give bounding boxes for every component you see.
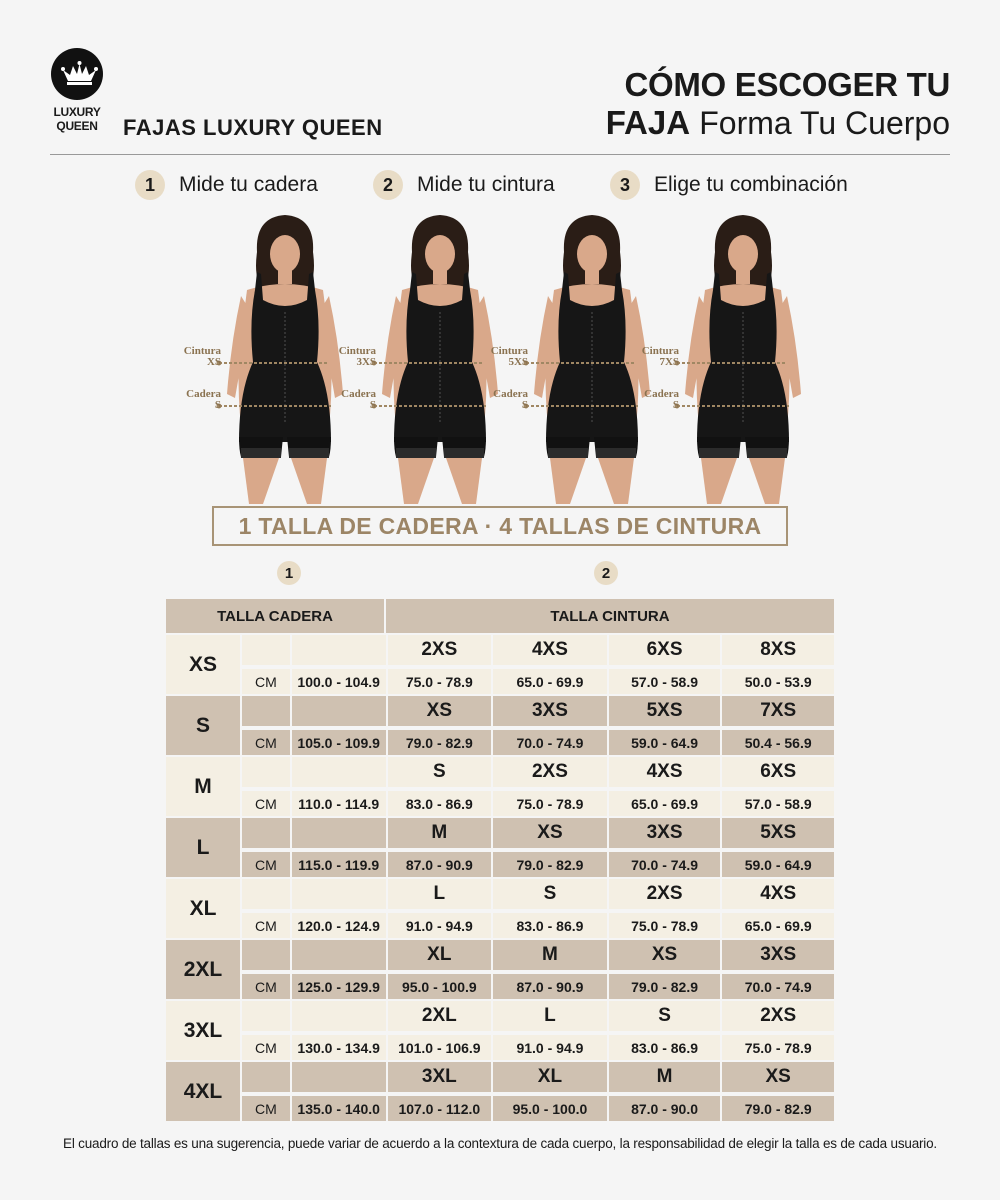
waist-cm-cell — [722, 974, 834, 999]
waist-cm-cell — [388, 669, 492, 694]
header-divider — [50, 154, 950, 155]
waist-size-text: XL — [537, 1066, 563, 1087]
waist-size-cell — [493, 818, 607, 848]
waist-cm-text: 65.0 - 69.9 — [631, 795, 699, 812]
waist-cm-text: 59.0 - 64.9 — [631, 734, 699, 751]
waist-cm-cell — [388, 852, 492, 877]
waist-size-text: XS — [426, 700, 452, 721]
size-table — [166, 599, 834, 1121]
step-label: Elige tu combinación — [654, 173, 848, 196]
cm-row — [242, 911, 834, 938]
step-1 — [135, 170, 318, 200]
waist-cm-text: 70.0 - 74.9 — [631, 856, 699, 873]
step-3 — [610, 170, 848, 200]
disclaimer: El cuadro de tallas es una sugerencia, puede variar de acuerdo a la contextura de cada cuerpo, la responsabilidad de elegir la talla es de cada usuario. — [63, 1136, 937, 1151]
waist-size-text: 4XS — [531, 639, 568, 660]
waist-size-text: 6XS — [646, 639, 683, 660]
brand-logo — [50, 48, 104, 133]
waist-size-text: XS — [651, 944, 678, 965]
hip-label-text: Cadera — [341, 388, 376, 400]
hip-cm-cell: 115.0 - 119.9 — [292, 852, 386, 877]
table-row — [166, 1062, 834, 1121]
waist-cm-cell — [722, 791, 834, 816]
cm-row — [242, 728, 834, 755]
waist-size-text: 2XS — [421, 639, 458, 660]
step-label: Mide tu cadera — [179, 173, 318, 196]
waist-cm-text: 83.0 - 86.9 — [516, 917, 584, 934]
waist-size-cell — [722, 1062, 834, 1092]
row-detail — [242, 940, 834, 999]
waist-column-marker: 2 — [594, 561, 618, 585]
waist-size-cell — [609, 1001, 721, 1031]
waist-cm-cell — [493, 669, 607, 694]
waist-size-text: XS — [206, 356, 221, 368]
hip-cm-cell: 130.0 - 134.9 — [292, 1035, 386, 1060]
brand-name: FAJAS LUXURY QUEEN — [123, 115, 383, 140]
waist-cm-cell — [493, 913, 607, 938]
blank-cell — [242, 1062, 290, 1092]
row-detail — [242, 635, 834, 694]
waist-size-cell — [493, 1062, 607, 1092]
waist-cm-text: 57.0 - 58.9 — [631, 673, 699, 690]
blank-cell — [242, 696, 290, 726]
blank-cell — [242, 879, 290, 909]
blank-cell — [292, 879, 386, 909]
hip-size-text: S — [214, 399, 221, 411]
waist-cm-cell — [609, 913, 721, 938]
hip-column-marker: 1 — [277, 561, 301, 585]
headline-light: Forma Tu Cuerpo — [699, 105, 950, 141]
hip-label — [336, 389, 376, 411]
waist-cm-cell — [388, 791, 492, 816]
waist-cm-text: 79.0 - 82.9 — [405, 734, 473, 751]
hip-label — [488, 389, 528, 411]
row-detail — [242, 879, 834, 938]
unit-cell: CM — [242, 669, 290, 694]
headline-bold: FAJA — [605, 104, 691, 141]
waist-size-text: S — [543, 883, 557, 904]
hip-header: TALLA CADERA — [166, 599, 384, 633]
waist-cm-cell — [493, 730, 607, 755]
waist-label-text: Cintura — [183, 345, 221, 357]
waist-cm-cell — [722, 1035, 834, 1060]
waist-size-text: 2XS — [760, 1005, 797, 1026]
hip-label-text: Cadera — [186, 388, 221, 400]
waist-cm-cell — [388, 730, 492, 755]
waist-cm-cell — [722, 730, 834, 755]
waist-size-cell — [493, 696, 607, 726]
waist-size-text: M — [656, 1066, 673, 1087]
cm-row — [242, 850, 834, 877]
waist-size-cell — [388, 1062, 492, 1092]
page-headline — [606, 66, 950, 142]
waist-cm-cell — [388, 974, 492, 999]
size-row — [242, 879, 834, 909]
crown-icon — [51, 48, 103, 100]
waist-label — [639, 346, 679, 368]
waist-cm-text: 87.0 - 90.0 — [631, 1100, 699, 1117]
waist-size-text: XS — [765, 1066, 791, 1087]
blank-cell — [242, 818, 290, 848]
hip-cm-cell: 120.0 - 124.9 — [292, 913, 386, 938]
hip-size-cell: S — [166, 696, 240, 755]
waist-cm-cell — [493, 852, 607, 877]
cm-row — [242, 972, 834, 999]
waist-cm-cell — [722, 913, 834, 938]
unit-cell: CM — [242, 730, 290, 755]
table-row — [166, 757, 834, 816]
waist-cm-text: 75.0 - 78.9 — [405, 673, 473, 690]
waist-cm-text: 57.0 - 58.9 — [744, 795, 812, 812]
waist-label — [181, 346, 221, 368]
cm-row — [242, 1094, 834, 1121]
waist-cm-text: 95.0 - 100.9 — [401, 978, 477, 995]
waist-cm-cell — [609, 1096, 721, 1121]
waist-size-cell — [388, 696, 492, 726]
logo-line-1: LUXURY — [53, 105, 101, 119]
waist-size-cell — [388, 635, 492, 665]
waist-cm-cell — [609, 974, 721, 999]
waist-cm-text: 70.0 - 74.9 — [516, 734, 584, 751]
waist-size-text: M — [542, 944, 558, 965]
waist-label — [336, 346, 376, 368]
waist-size-cell — [609, 879, 721, 909]
unit-cell: CM — [242, 974, 290, 999]
blank-cell — [242, 1001, 290, 1031]
waist-size-cell — [722, 635, 834, 665]
hip-size-cell: M — [166, 757, 240, 816]
waist-size-cell — [609, 635, 721, 665]
waist-size-cell — [388, 1001, 492, 1031]
waist-cm-text: 70.0 - 74.9 — [744, 978, 812, 995]
hip-size-text: S — [672, 399, 679, 411]
table-row — [166, 940, 834, 999]
waist-header: TALLA CINTURA — [386, 599, 834, 633]
waist-label-text: Cintura — [338, 345, 376, 357]
blank-cell — [292, 696, 386, 726]
hip-size-cell: 3XL — [166, 1001, 240, 1060]
hip-cm-cell: 105.0 - 109.9 — [292, 730, 386, 755]
waist-size-cell — [722, 757, 834, 787]
waist-size-cell — [493, 879, 607, 909]
waist-size-cell — [493, 1001, 607, 1031]
waist-size-text: 7XS — [659, 356, 679, 368]
size-row — [242, 696, 834, 726]
waist-cm-text: 65.0 - 69.9 — [744, 917, 812, 934]
headline-line-1: CÓMO ESCOGER TU — [624, 66, 950, 103]
waist-size-text: S — [432, 761, 446, 782]
size-row — [242, 635, 834, 665]
waist-cm-text: 79.0 - 82.9 — [744, 1100, 812, 1117]
table-row — [166, 635, 834, 694]
step-number: 2 — [373, 170, 403, 200]
unit-cell: CM — [242, 1035, 290, 1060]
table-row — [166, 696, 834, 755]
size-banner: 1 TALLA DE CADERA · 4 TALLAS DE CINTURA — [212, 506, 788, 546]
row-detail — [242, 757, 834, 816]
waist-size-cell — [609, 696, 721, 726]
waist-size-cell — [388, 879, 492, 909]
unit-cell: CM — [242, 852, 290, 877]
step-number: 1 — [135, 170, 165, 200]
waist-size-text: 7XS — [760, 700, 797, 721]
waist-size-text: 3XL — [421, 1066, 457, 1087]
hip-cm-cell: 125.0 - 129.9 — [292, 974, 386, 999]
waist-size-cell — [609, 940, 721, 970]
unit-cell: CM — [242, 791, 290, 816]
waist-size-text: 4XS — [760, 883, 797, 904]
waist-size-text: 2XL — [421, 1005, 457, 1026]
waist-cm-cell — [388, 913, 492, 938]
waist-size-cell — [609, 757, 721, 787]
waist-cm-cell — [722, 669, 834, 694]
hip-size-cell: 2XL — [166, 940, 240, 999]
hip-size-cell: L — [166, 818, 240, 877]
size-row — [242, 757, 834, 787]
waist-size-text: 6XS — [760, 761, 797, 782]
waist-cm-text: 83.0 - 86.9 — [405, 795, 473, 812]
waist-size-cell — [493, 940, 607, 970]
blank-cell — [292, 818, 386, 848]
waist-cm-text: 65.0 - 69.9 — [516, 673, 584, 690]
cm-row — [242, 667, 834, 694]
size-row — [242, 1062, 834, 1092]
waist-size-text: 3XS — [760, 944, 797, 965]
waist-size-text: L — [544, 1005, 556, 1026]
waist-size-cell — [722, 1001, 834, 1031]
row-detail — [242, 1001, 834, 1060]
waist-cm-cell — [388, 1035, 492, 1060]
waist-cm-text: 59.0 - 64.9 — [744, 856, 812, 873]
waist-cm-cell — [722, 852, 834, 877]
blank-cell — [292, 1001, 386, 1031]
blank-cell — [292, 1062, 386, 1092]
steps — [0, 170, 1000, 202]
hip-size-text: S — [369, 399, 376, 411]
blank-cell — [242, 940, 290, 970]
waist-size-cell — [722, 818, 834, 848]
size-row — [242, 1001, 834, 1031]
hip-size-cell: 4XL — [166, 1062, 240, 1121]
hip-label — [181, 389, 221, 411]
waist-cm-text: 101.0 - 106.9 — [398, 1039, 481, 1056]
waist-size-text: 5XS — [508, 356, 528, 368]
waist-cm-text: 79.0 - 82.9 — [631, 978, 699, 995]
blank-cell — [242, 635, 290, 665]
row-detail — [242, 696, 834, 755]
waist-cm-cell — [493, 1035, 607, 1060]
waist-size-text: 5XS — [760, 822, 797, 843]
waist-cm-cell — [388, 1096, 492, 1121]
waist-cm-text: 91.0 - 94.9 — [405, 917, 473, 934]
waist-label-text: Cintura — [641, 345, 679, 357]
waist-size-cell — [722, 696, 834, 726]
hip-label-text: Cadera — [493, 388, 528, 400]
table-row — [166, 879, 834, 938]
waist-size-cell — [722, 879, 834, 909]
waist-cm-cell — [609, 1035, 721, 1060]
hip-size-cell: XS — [166, 635, 240, 694]
table-row — [166, 818, 834, 877]
cm-row — [242, 1033, 834, 1060]
waist-size-cell — [609, 818, 721, 848]
unit-cell: CM — [242, 913, 290, 938]
waist-cm-text: 87.0 - 90.9 — [405, 856, 473, 873]
blank-cell — [292, 757, 386, 787]
waist-size-cell — [493, 635, 607, 665]
hip-label — [639, 389, 679, 411]
headline-line-2 — [606, 104, 950, 142]
waist-cm-text: 50.4 - 56.9 — [744, 734, 812, 751]
waist-size-text: 3XS — [356, 356, 376, 368]
waist-size-text: XS — [537, 822, 563, 843]
waist-label-text: Cintura — [490, 345, 528, 357]
size-row — [242, 940, 834, 970]
blank-cell — [292, 940, 386, 970]
waist-cm-text: 95.0 - 100.0 — [512, 1100, 588, 1117]
waist-size-text: 2XS — [531, 761, 568, 782]
waist-cm-cell — [609, 791, 721, 816]
waist-size-text: 3XS — [646, 822, 683, 843]
waist-cm-cell — [493, 1096, 607, 1121]
waist-size-text: S — [658, 1005, 671, 1026]
cm-row — [242, 789, 834, 816]
waist-size-text: L — [433, 883, 446, 904]
waist-cm-text: 83.0 - 86.9 — [631, 1039, 699, 1056]
waist-size-cell — [609, 1062, 721, 1092]
step-2 — [373, 170, 555, 200]
waist-size-text: 3XS — [531, 700, 568, 721]
hip-size-text: S — [521, 399, 528, 411]
logo-line-2: QUEEN — [56, 119, 98, 133]
waist-cm-text: 50.0 - 53.9 — [744, 673, 812, 690]
model-figure — [641, 212, 823, 507]
waist-size-text: 8XS — [760, 639, 797, 660]
waist-cm-text: 107.0 - 112.0 — [398, 1100, 481, 1117]
hip-size-cell: XL — [166, 879, 240, 938]
waist-size-text: M — [431, 822, 448, 843]
waist-size-text: 5XS — [646, 700, 683, 721]
waist-cm-text: 75.0 - 78.9 — [631, 917, 699, 934]
waist-cm-text: 75.0 - 78.9 — [516, 795, 584, 812]
model-silhouette — [663, 212, 823, 507]
waist-cm-cell — [609, 669, 721, 694]
waist-size-text: 4XS — [646, 761, 683, 782]
waist-cm-cell — [493, 974, 607, 999]
waist-size-cell — [388, 757, 492, 787]
row-detail — [242, 818, 834, 877]
waist-size-text: 2XS — [646, 883, 683, 904]
hip-cm-cell: 110.0 - 114.9 — [292, 791, 386, 816]
waist-cm-text: 75.0 - 78.9 — [744, 1039, 812, 1056]
hip-label-text: Cadera — [644, 388, 679, 400]
hip-cm-cell: 100.0 - 104.9 — [292, 669, 386, 694]
table-row — [166, 1001, 834, 1060]
waist-cm-cell — [609, 852, 721, 877]
unit-cell: CM — [242, 1096, 290, 1121]
size-row — [242, 818, 834, 848]
waist-size-cell — [388, 818, 492, 848]
waist-cm-text: 79.0 - 82.9 — [516, 856, 584, 873]
waist-cm-cell — [722, 1096, 834, 1121]
step-label: Mide tu cintura — [417, 173, 555, 196]
hip-cm-cell: 135.0 - 140.0 — [292, 1096, 386, 1121]
waist-cm-text: 87.0 - 90.9 — [516, 978, 584, 995]
table-header-row — [166, 599, 834, 633]
blank-cell — [292, 635, 386, 665]
waist-cm-cell — [609, 730, 721, 755]
waist-label — [488, 346, 528, 368]
blank-cell — [242, 757, 290, 787]
row-detail — [242, 1062, 834, 1121]
waist-cm-cell — [493, 791, 607, 816]
waist-cm-text: 91.0 - 94.9 — [516, 1039, 584, 1056]
waist-size-cell — [493, 757, 607, 787]
waist-size-cell — [722, 940, 834, 970]
waist-size-text: XL — [427, 944, 452, 965]
waist-size-cell — [388, 940, 492, 970]
step-number: 3 — [610, 170, 640, 200]
